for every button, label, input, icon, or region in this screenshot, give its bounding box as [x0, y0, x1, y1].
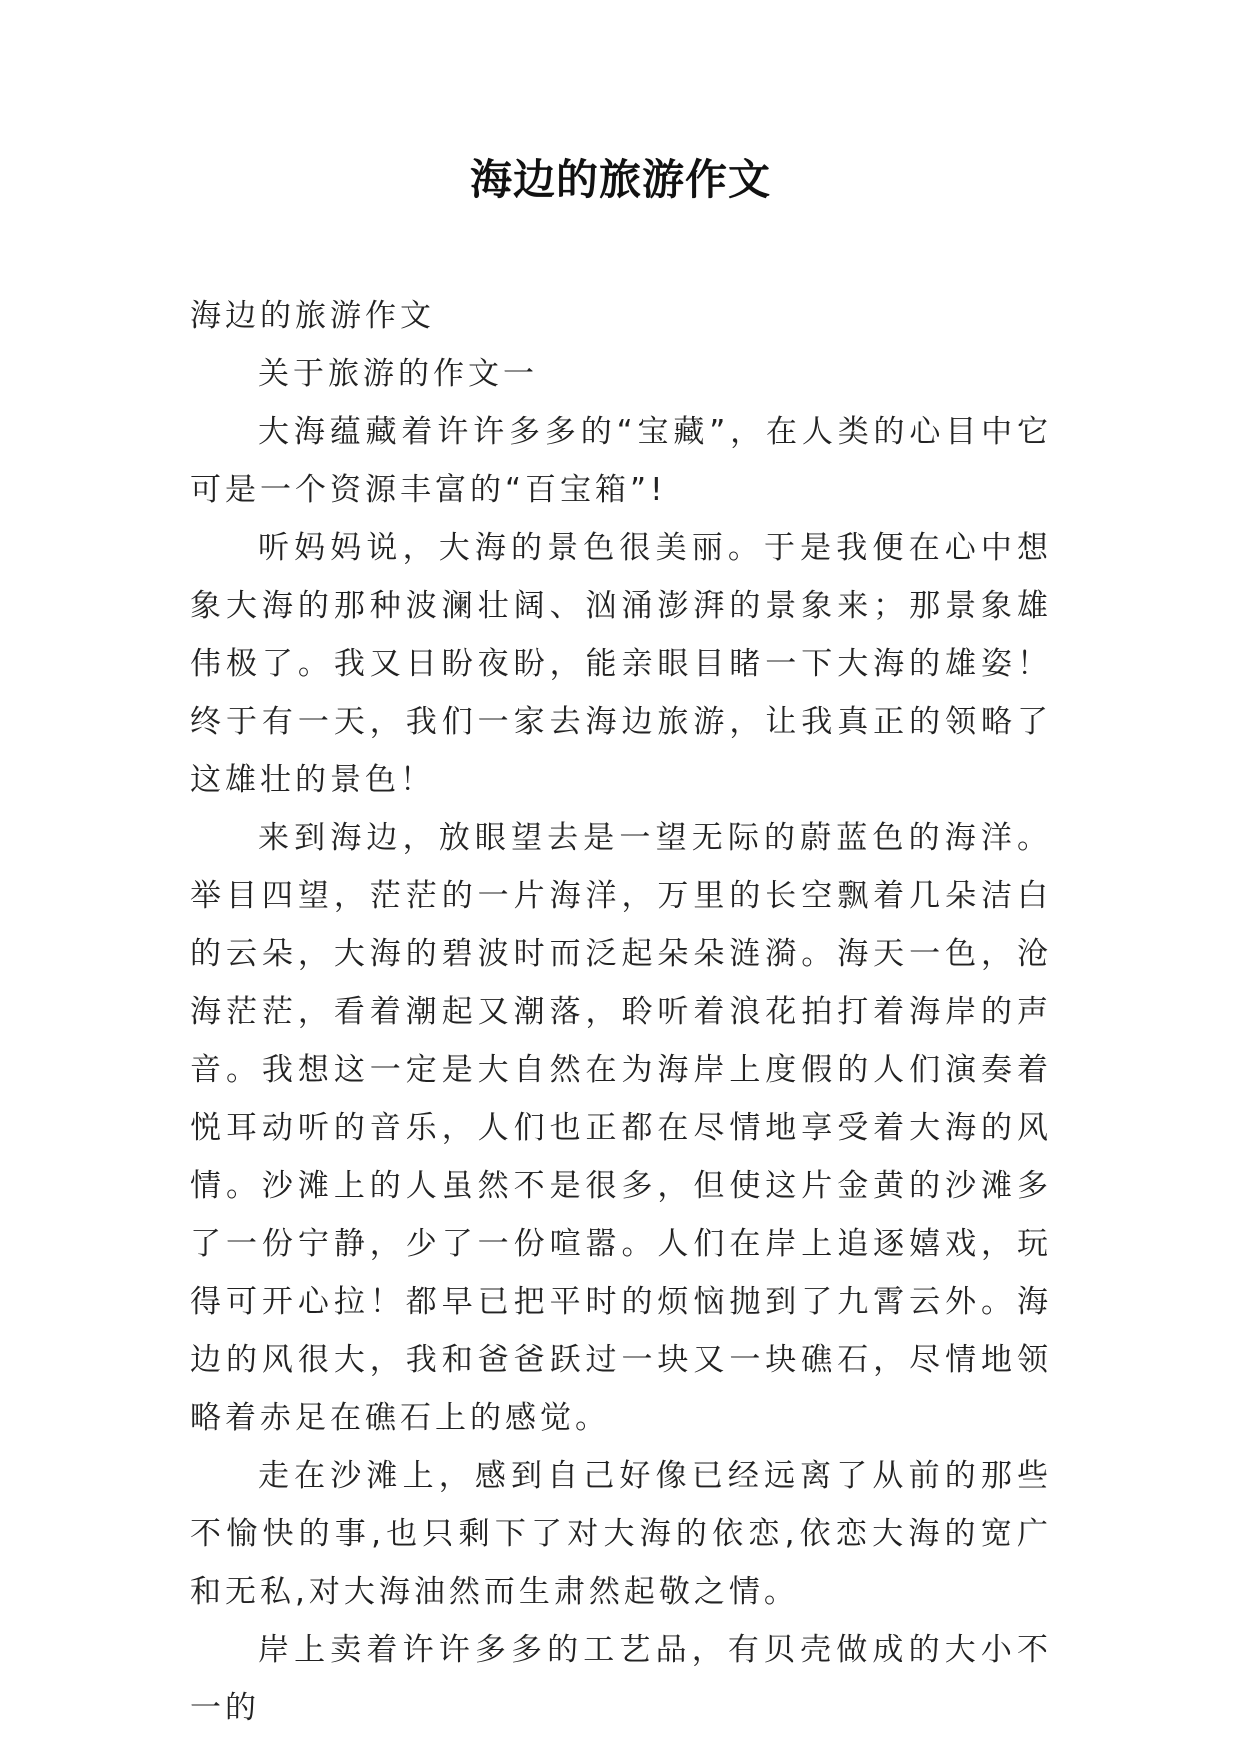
- paragraph: 大海蕴藏着许许多多的“宝藏”，在人类的心目中它可是一个资源丰富的“百宝箱”!: [190, 414, 1052, 508]
- document-body: [190, 287, 1052, 1737]
- document-title: 海边的旅游作文: [469, 155, 771, 204]
- paragraph: 岸上卖着许许多多的工艺品，有贝壳做成的大小不一的: [190, 1632, 1052, 1726]
- paragraph: 来到海边，放眼望去是一望无际的蔚蓝色的海洋。举目四望，茫茫的一片海洋，万里的长空飘着几朵洁白的云朵，大海的碧波时而泛起朵朵涟漪。海天一色，沧海茫茫，看着潮起又潮落，聆听着浪花拍打着海岸的声音。我想这一定是大自然在为海岸上度假的人们演奏着悦耳动听的音乐，人们也正都在尽情地享受着大海的风情。沙滩上的人虽然不是很多，但使这片金黄的沙滩多了一份宁静，少了一份喧嚣。人们在岸上追逐嬉戏，玩得可开心拉！都早已把平时的烦恼抛到了九霄云外。海边的风很大，我和爸爸跃过一块又一块礁石，尽情地领略着赤足在礁石上的感觉。: [190, 820, 1052, 1436]
- document-subtitle: 海边的旅游作文: [190, 298, 435, 334]
- paragraph: 听妈妈说，大海的景色很美丽。于是我便在心中想象大海的那种波澜壮阔、汹涌澎湃的景象来；那景象雄伟极了。我又日盼夜盼，能亲眼目睹一下大海的雄姿！终于有一天，我们一家去海边旅游，让我真正的领略了这雄壮的景色！: [190, 530, 1052, 798]
- paragraph: 走在沙滩上，感到自己好像已经远离了从前的那些不愉快的事,也只剩下了对大海的依恋,依恋大海的宽广和无私,对大海油然而生肃然起敬之情。: [190, 1458, 1052, 1610]
- section-heading: 关于旅游的作文一: [258, 356, 538, 392]
